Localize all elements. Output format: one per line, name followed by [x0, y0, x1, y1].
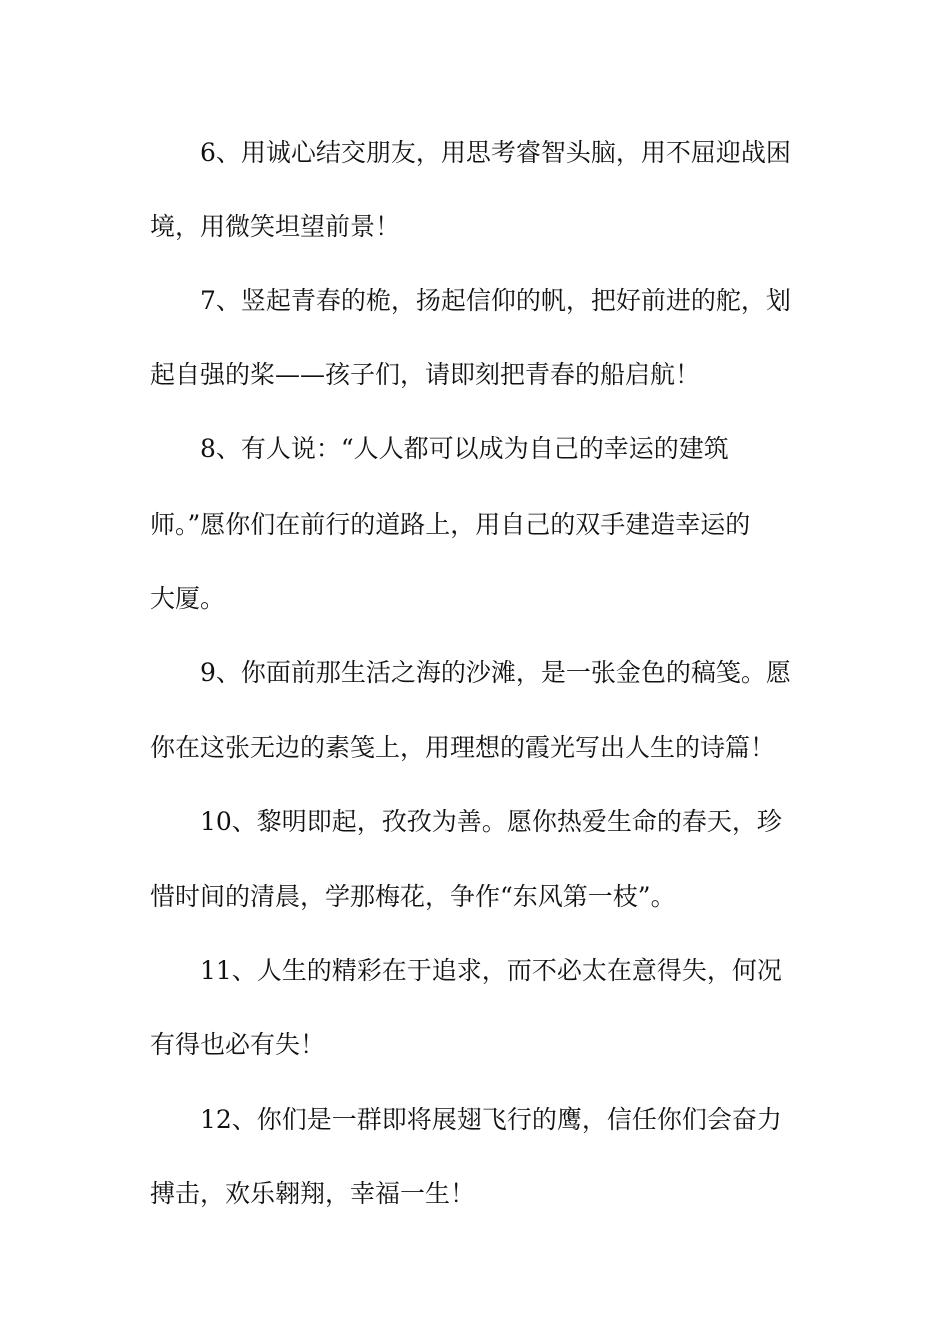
- paragraph-8-line-3: 大厦。: [150, 584, 226, 613]
- paragraph-6-line-1: 6、用诚心结交朋友，用思考睿智头脑，用不屈迎战困: [200, 138, 791, 167]
- paragraph-10-line-2: 惜时间的清晨，学那梅花，争作“东风第一枝”。: [150, 882, 676, 911]
- paragraph-8-line-2: 师。”愿你们在前行的道路上，用自己的双手建造幸运的: [150, 510, 751, 539]
- paragraph-9-line-1: 9、你面前那生活之海的沙滩，是一张金色的稿笺。愿: [200, 658, 791, 687]
- paragraph-11-line-2: 有得也必有失！: [150, 1030, 326, 1059]
- paragraph-11-line-1: 11、人生的精彩在于追求，而不必太在意得失，何况: [200, 956, 782, 985]
- paragraph-6-line-2: 境，用微笑坦望前景！: [150, 212, 401, 241]
- paragraph-10-line-1: 10、黎明即起，孜孜为善。愿你热爱生命的春天，珍: [200, 807, 782, 836]
- paragraph-9-line-2: 你在这张无边的素笺上，用理想的霞光写出人生的诗篇！: [150, 733, 776, 762]
- paragraph-12-line-1: 12、你们是一群即将展翅飞行的鹰，信任你们会奋力: [200, 1105, 782, 1134]
- paragraph-12-line-2: 搏击，欢乐翱翔，幸福一生！: [150, 1179, 476, 1208]
- paragraph-8-line-1: 8、有人说：“人人都可以成为自己的幸运的建筑: [200, 434, 729, 463]
- paragraph-7-line-2: 起自强的桨——孩子们，请即刻把青春的船启航！: [150, 360, 701, 389]
- paragraph-7-line-1: 7、竖起青春的桅，扬起信仰的帆，把好前进的舵，划: [200, 286, 791, 315]
